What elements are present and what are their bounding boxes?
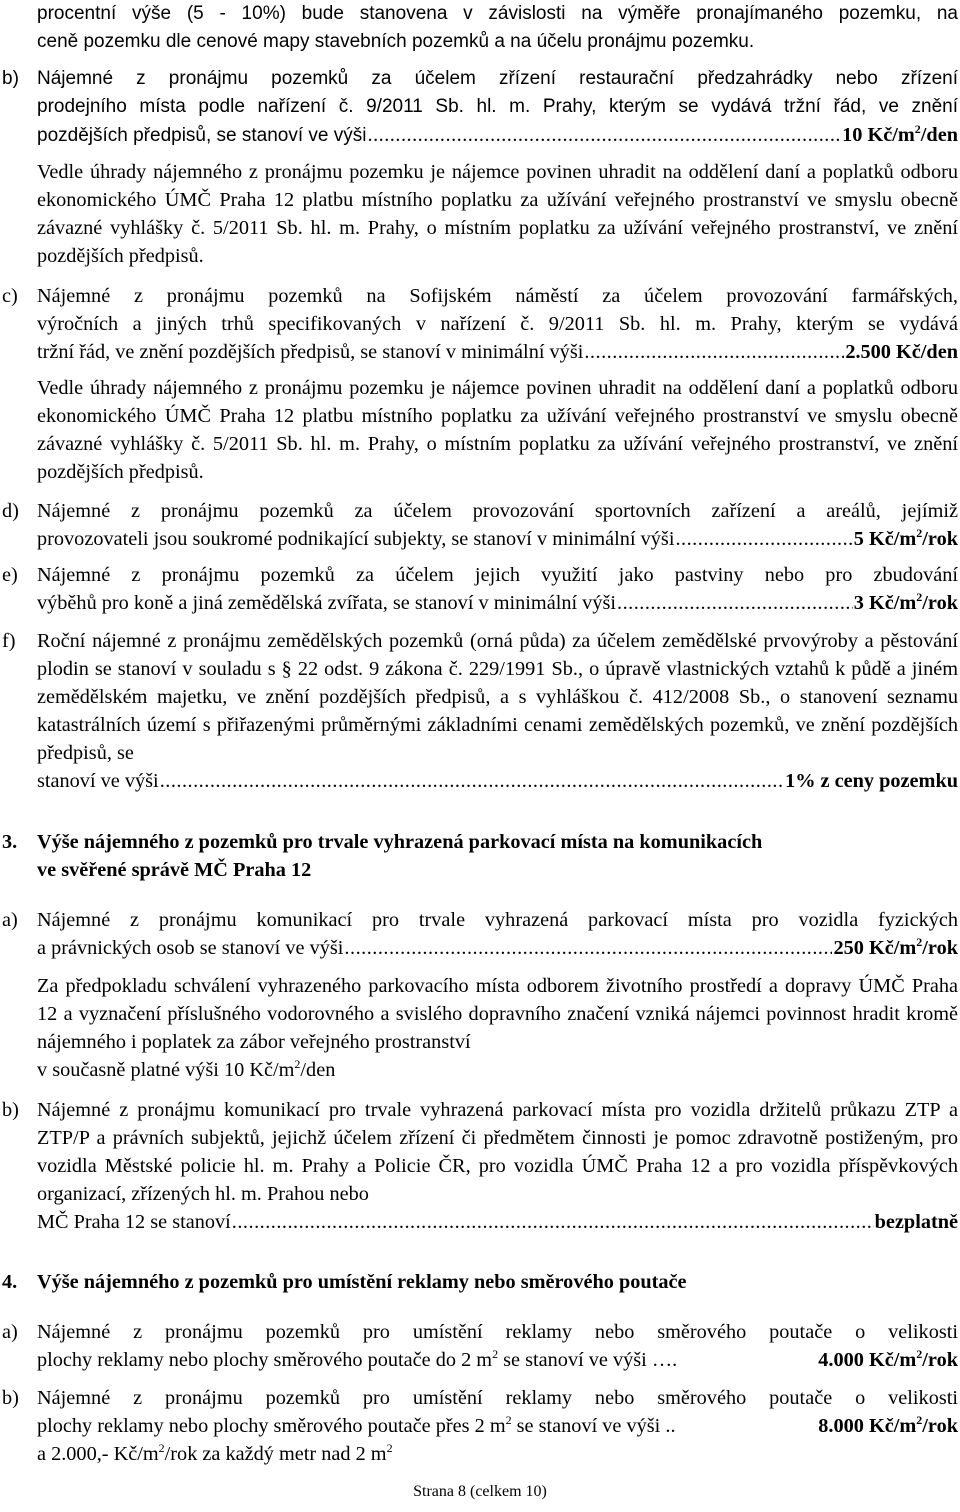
fee-note-last: v současně platné výši 10 $Kč/m^2$/den <box>37 1057 336 1081</box>
section-3-heading <box>0 828 958 884</box>
fee-note: Za předpokladu schválení vyhrazeného parkovacího místa odborem životního prostředí a dopravy ÚMČ Praha 12 a vyznačení příslušného vodorovného a svislého dopravního značení vzniká nájemci povinnost hradit kromě nájemného i poplatek za zábor veřejného prostranství <box>37 975 958 1053</box>
item-last-line <box>37 1346 958 1374</box>
item-2b-note <box>0 158 958 270</box>
item-last-line <box>37 767 958 795</box>
item-last-line <box>37 1208 958 1236</box>
item-last-text: a právnických osob se stanoví ve výši <box>37 937 344 959</box>
price-value: 3 $Kč/m^2$/rok <box>853 590 958 614</box>
item-label: a) <box>2 1321 18 1343</box>
section-title: Výše nájemného z pozemků pro umístění reklamy nebo směrového poutače <box>37 1271 687 1293</box>
price-value: bezplatně <box>874 1211 958 1233</box>
item-label: c) <box>2 285 18 307</box>
item-label: b) <box>2 68 19 89</box>
price-value: 10 $Kč/m^2$/den <box>842 122 958 146</box>
item-extra-line: a 2.000,- $Kč/m^2$/rok za každý metr nad 2 $m^2$ <box>37 1441 393 1465</box>
item-last-line <box>37 338 958 366</box>
item-last-text: výběhů pro koně a jiná zemědělská zvířata, se stanoví v minimální výši <box>37 592 616 614</box>
item-body: Nájemné z pronájmu komunikací pro trvale vyhrazená parkovací místa pro vozidla držitelů průkazu ZTP a ZTP/P a právních subjektů, jejichž účelem zřízení či předmětem činnosti je pomoc zdravotně postiženým, pro vozidla Městské policie hl. m. Prahy a Policie ČR, pro vozidla ÚMČ Praha 12 a pro vozidla příspěvkových organizací, zřízených hl. m. Prahou nebo <box>37 1099 958 1205</box>
item-label: b) <box>2 1387 19 1409</box>
item-line: Nájemné z pronájmu pozemků pro umístění reklamy nebo směrového poutače o velikosti <box>37 1387 958 1409</box>
item-label: f) <box>2 630 16 652</box>
item-last-text: provozovateli jsou soukromé podnikající subjekty, se stanoví v minimální výši <box>37 528 675 550</box>
item-last-line <box>37 1412 958 1440</box>
dot-leader <box>584 338 844 366</box>
intro-line-1: procentní výše (5 - 10%) bude stanovena v závislosti na výměře pronajímaného pozemku, na <box>37 3 958 24</box>
item-3b <box>0 1096 958 1236</box>
item-line: výročních a jiných trhů specifikovaných v nařízení č. 9/2011 Sb. hl. m. Prahy, kterým se vydává <box>37 313 958 335</box>
item-last-line <box>37 121 958 150</box>
item-last-text: stanoví ve výši <box>37 770 159 792</box>
fee-note: Vedle úhrady nájemného z pronájmu pozemku je nájemce povinen uhradit na oddělení daní a poplatků odboru ekonomického ÚMČ Praha 12 platbu místního poplatku za užívání veřejného prostranství ve smyslu obecně závazné vyhlášky č. 5/2011 Sb. hl. m. Prahy, o místním poplatku za užívání veřejného prostranství, ve znění pozdějších předpisů. <box>37 377 958 483</box>
item-last-text: plochy reklamy nebo plochy směrového poutače přes 2 $m^2$ se stanoví ve výši .. <box>37 1413 676 1437</box>
section-title-line-2: ve svěřené správě MČ Praha 12 <box>37 859 312 881</box>
item-2b <box>0 65 958 150</box>
item-3a <box>0 906 958 962</box>
item-line: Nájemné z pronájmu pozemků za účelem provozování sportovních zařízení a areálů, jejímiž <box>37 500 958 522</box>
dot-leader <box>368 121 842 149</box>
item-line: Nájemné z pronájmu pozemků za účelem zřízení restaurační předzahrádky nebo zřízení <box>37 68 958 89</box>
price-value: 1% z ceny pozemku <box>785 770 958 792</box>
item-label: d) <box>2 500 19 522</box>
item-last-text: pozdějších předpisů, se stanoví ve výši <box>37 125 367 146</box>
item-last-line <box>37 934 958 962</box>
price-value: 8.000 $Kč/m^2$/rok <box>818 1413 958 1437</box>
intro-continuation <box>0 0 958 56</box>
item-2d <box>0 497 958 553</box>
price-value: 2.500 Kč/den <box>845 341 958 363</box>
item-line: Nájemné z pronájmu komunikací pro trvale vyhrazená parkovací místa pro vozidla fyzických <box>37 909 958 931</box>
intro-line-2: ceně pozemku dle cenové mapy stavebních pozemků a na účelu pronájmu pozemku. <box>37 31 755 52</box>
item-last-line <box>37 589 958 617</box>
item-line: Nájemné z pronájmu pozemků na Sofijském náměstí za účelem provozování farmářských, <box>37 285 958 307</box>
item-4a <box>0 1318 958 1374</box>
price-value: 250 $Kč/m^2$/rok <box>833 935 958 959</box>
fee-note: Vedle úhrady nájemného z pronájmu pozemku je nájemce povinen uhradit na oddělení daní a poplatků odboru ekonomického ÚMČ Praha 12 platbu místního poplatku za užívání veřejného prostranství ve smyslu obecně závazné vyhlášky č. 5/2011 Sb. hl. m. Prahy, o místním poplatku za užívání veřejného prostranství, ve znění pozdějších předpisů. <box>37 161 958 267</box>
dot-leader <box>675 525 852 553</box>
item-last-line <box>37 525 958 553</box>
section-4-heading <box>0 1268 958 1296</box>
item-line: prodejního místa podle nařízení č. 9/2011 Sb. hl. m. Prahy, kterým se vydává tržní řád, ve znění <box>37 96 958 117</box>
item-line: Nájemné z pronájmu pozemků pro umístění reklamy nebo směrového poutače o velikosti <box>37 1321 958 1343</box>
price-value: 4.000 $Kč/m^2$/rok <box>818 1347 958 1371</box>
item-label: e) <box>2 564 18 586</box>
item-2c <box>0 282 958 366</box>
item-label: a) <box>2 909 18 931</box>
item-2c-note <box>0 374 958 486</box>
dot-leader <box>160 767 784 795</box>
dot-leader <box>617 589 853 617</box>
item-body: Roční nájemné z pronájmu zemědělských pozemků (orná půda) za účelem zemědělské prvovýroby a pěstování plodin se stanoví v souladu s § 22 odst. 9 zákona č. 229/1991 Sb., o úpravě vlastnických vztahů k půdě a jiném zemědělském majetku, ve znění pozdějších předpisů, a s vyhláškou č. 412/2008 Sb., o stanovení seznamu katastrálních území s přiřazenými průměrnými základními cenami zemědělských pozemků, ve znění pozdějších předpisů, se <box>37 630 958 764</box>
page-footer: Strana 8 (celkem 10) <box>413 1483 547 1500</box>
section-number: 4. <box>2 1271 18 1293</box>
item-last-text: plochy reklamy nebo plochy směrového poutače do 2 $m^2$ se stanoví ve výši …. <box>37 1347 678 1371</box>
item-2e <box>0 561 958 617</box>
dot-leader <box>344 934 832 962</box>
item-2f <box>0 627 958 795</box>
item-4b <box>0 1384 958 1468</box>
price-value: 5 $Kč/m^2$/rok <box>853 526 958 550</box>
item-label: b) <box>2 1099 19 1121</box>
dot-leader <box>232 1208 874 1236</box>
item-line: Nájemné z pronájmu pozemků za účelem jejich využití jako pastviny nebo pro zbudování <box>37 564 958 586</box>
item-last-text: MČ Praha 12 se stanoví <box>37 1211 231 1233</box>
item-3a-note <box>0 972 958 1084</box>
item-last-text: tržní řád, ve znění pozdějších předpisů, se stanoví v minimální výši <box>37 341 584 363</box>
section-title-line-1: Výše nájemného z pozemků pro trvale vyhrazená parkovací místa na komunikacích <box>37 831 763 853</box>
section-number: 3. <box>2 831 18 853</box>
